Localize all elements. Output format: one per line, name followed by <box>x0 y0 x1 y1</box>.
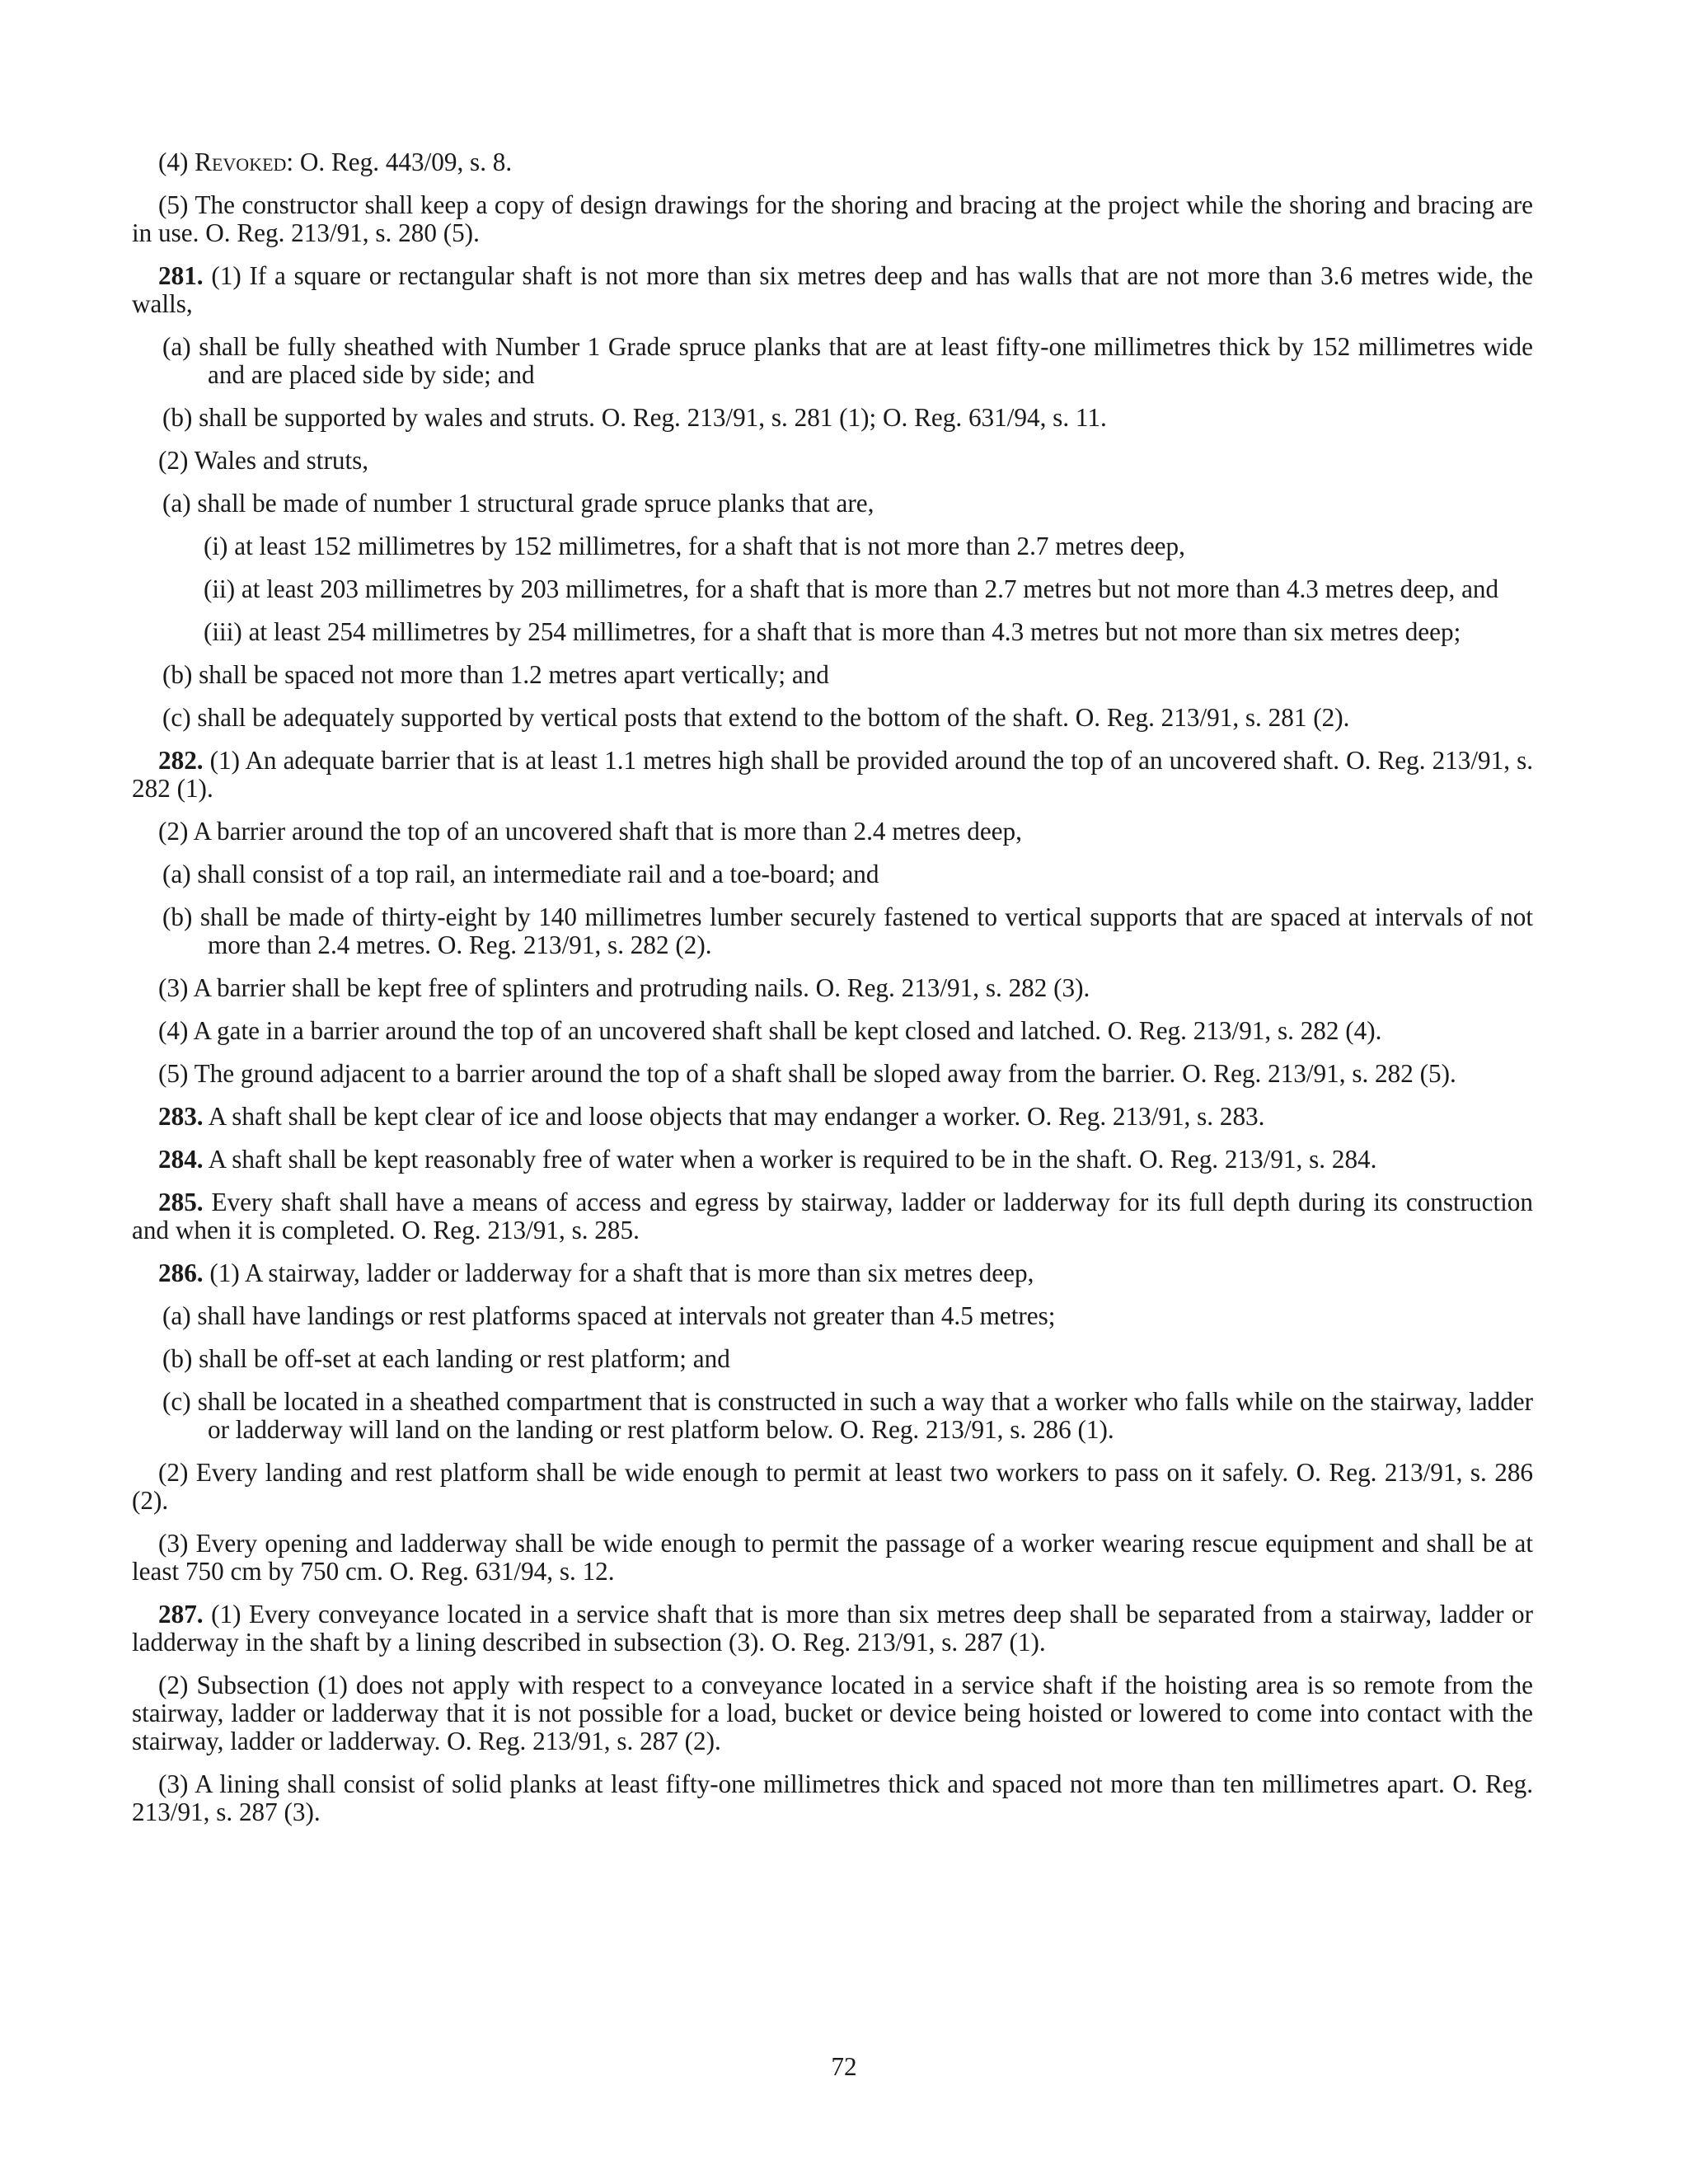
page-number: 72 <box>831 2052 857 2081</box>
clause-label: (2) <box>158 817 189 846</box>
paragraph <box>132 1017 1533 1045</box>
clause-text: shall be located in a sheathed compartment that is constructed in such a way that a worker who falls while on the stairway, ladder or ladderway will land on the landing or rest platform below. O. Reg. 213/91, s. 286 (1). <box>197 1387 1534 1444</box>
clause-text: A shaft shall be kept clear of ice and loose objects that may endanger a worker. O. Reg. 213/91, s. 283. <box>208 1102 1265 1131</box>
clause-label: (b) <box>162 660 193 689</box>
clause-text: A shaft shall be kept reasonably free of water when a worker is required to be in the shaft. O. Reg. 213/91, s. 284. <box>208 1145 1377 1174</box>
clause-label: (2) <box>158 1458 189 1487</box>
revoked-label: Revoked: <box>195 148 294 176</box>
section-number: 283. <box>158 1102 204 1131</box>
clause-label: (3) <box>158 973 189 1002</box>
clause-item <box>132 661 1533 689</box>
paragraph <box>132 1459 1533 1515</box>
clause-text: Every conveyance located in a service shaft that is more than six metres deep shall be separated from a stairway, ladder or ladderway in the shaft by a lining described in subsection (3). O. Reg. 213/91, s. 287 (1). <box>132 1600 1534 1657</box>
paragraph <box>132 1060 1533 1088</box>
clause-item <box>132 404 1533 432</box>
clause-text: An adequate barrier that is at least 1.1 metres high shall be provided around the top of an uncovered shaft. O. Reg. 213/91, s. 282 (1). <box>132 746 1534 803</box>
clause-item <box>132 903 1533 959</box>
clause-text: Wales and struts, <box>194 446 369 475</box>
clause-text: at least 254 millimetres by 254 millimetres, for a shaft that is more than 4.3 metres but not more than six metres deep; <box>248 617 1461 646</box>
paragraph <box>132 974 1533 1002</box>
clause-label: (ii) <box>204 574 236 603</box>
clause-label: (b) <box>162 403 193 432</box>
clause-text: shall be off-set at each landing or rest platform; and <box>199 1344 730 1373</box>
clause-label: (b) <box>162 1344 193 1373</box>
clause-label: (1) <box>209 746 241 775</box>
paragraph <box>132 1259 1533 1287</box>
section-number: 285. <box>158 1188 204 1216</box>
clause-text: The constructor shall keep a copy of design drawings for the shoring and bracing at the project while the shoring and bracing are in use. O. Reg. 213/91, s. 280 (5). <box>132 190 1534 247</box>
clause-text: at least 203 millimetres by 203 millimetres, for a shaft that is more than 2.7 metres but not more than 4.3 metres deep, and <box>241 574 1499 603</box>
clause-text: O. Reg. 443/09, s. 8. <box>293 148 513 176</box>
clause-label: (3) <box>158 1529 189 1558</box>
clause-text: Subsection (1) does not apply with respect to a conveyance located in a service shaft if the hoisting area is so remote from the stairway, ladder or ladderway that it is not possible for a load, bucket or device being hoisted or lowered to come into contact with the stairway, ladder or ladderway. O. Reg. 213/91, s. 287 (2). <box>132 1671 1534 1755</box>
clause-text: shall consist of a top rail, an intermediate rail and a toe-board; and <box>197 860 879 888</box>
clause-item <box>132 333 1533 389</box>
clause-text: If a square or rectangular shaft is not more than six metres deep and has walls that are not more than 3.6 metres wide, the walls, <box>132 261 1534 318</box>
paragraph <box>132 818 1533 846</box>
clause-text: shall have landings or rest platforms spaced at intervals not greater than 4.5 metres; <box>197 1301 1056 1330</box>
clause-label: (5) <box>158 190 189 219</box>
clause-text: A lining shall consist of solid planks at least fifty-one millimetres thick and spaced not more than ten millimetres apart. O. Reg. 213/91, s. 287 (3). <box>132 1769 1533 1826</box>
clause-text: shall be supported by wales and struts. O. Reg. 213/91, s. 281 (1); O. Reg. 631/94, s. 11. <box>199 403 1107 432</box>
clause-label: (iii) <box>204 617 242 646</box>
clause-text: Every opening and ladderway shall be wide enough to permit the passage of a worker wearing rescue equipment and shall be at least 750 cm by 750 cm. O. Reg. 631/94, s. 12. <box>132 1529 1533 1586</box>
clause-label: (c) <box>162 1387 191 1416</box>
section-number: 284. <box>158 1145 204 1174</box>
paragraph <box>132 1103 1533 1131</box>
clause-label: (a) <box>162 332 191 361</box>
clause-label: (1) <box>211 1600 241 1629</box>
document-body <box>132 148 1533 1841</box>
subclause-item <box>132 532 1533 560</box>
section-number: 282. <box>158 746 204 775</box>
paragraph <box>132 1601 1533 1657</box>
clause-item <box>132 860 1533 888</box>
clause-label: (4) <box>158 148 189 176</box>
clause-item <box>132 1388 1533 1444</box>
clause-label: (1) <box>211 261 241 290</box>
clause-label: (5) <box>158 1059 189 1088</box>
paragraph <box>132 148 1533 176</box>
paragraph <box>132 262 1533 318</box>
paragraph <box>132 1770 1533 1826</box>
clause-text: A stairway, ladder or ladderway for a shaft that is more than six metres deep, <box>244 1258 1034 1287</box>
clause-label: (a) <box>162 1301 191 1330</box>
paragraph <box>132 1530 1533 1586</box>
clause-text: A gate in a barrier around the top of an uncovered shaft shall be kept closed and latched. O. Reg. 213/91, s. 282 (4). <box>193 1016 1382 1045</box>
section-number: 287. <box>158 1600 204 1629</box>
clause-label: (1) <box>209 1258 240 1287</box>
paragraph <box>132 1671 1533 1755</box>
clause-text: shall be adequately supported by vertical posts that extend to the bottom of the shaft. O. Reg. 213/91, s. 281 (2). <box>197 703 1350 732</box>
clause-label: (a) <box>162 860 191 888</box>
paragraph <box>132 1146 1533 1174</box>
clause-text: A barrier shall be kept free of splinters and protruding nails. O. Reg. 213/91, s. 282 (3). <box>193 973 1090 1002</box>
clause-label: (3) <box>158 1769 189 1798</box>
paragraph <box>132 747 1533 803</box>
clause-label: (a) <box>162 489 191 518</box>
clause-text: shall be spaced not more than 1.2 metres apart vertically; and <box>199 660 829 689</box>
paragraph <box>132 447 1533 475</box>
clause-text: shall be made of number 1 structural grade spruce planks that are, <box>197 489 874 518</box>
clause-text: Every landing and rest platform shall be wide enough to permit at least two workers to pass on it safely. O. Reg. 213/91, s. 286 (2). <box>132 1458 1534 1515</box>
clause-text: Every shaft shall have a means of access and egress by stairway, ladder or ladderway for its full depth during its construction and when it is completed. O. Reg. 213/91, s. 285. <box>132 1188 1533 1244</box>
clause-item <box>132 1345 1533 1373</box>
clause-item <box>132 704 1533 732</box>
section-number: 281. <box>158 261 204 290</box>
clause-label: (c) <box>162 703 191 732</box>
clause-text: at least 152 millimetres by 152 millimetres, for a shaft that is not more than 2.7 metres deep, <box>234 532 1185 560</box>
clause-item <box>132 1302 1533 1330</box>
clause-item <box>132 490 1533 518</box>
clause-text: The ground adjacent to a barrier around the top of a shaft shall be sloped away from the barrier. O. Reg. 213/91, s. 282 (5). <box>194 1059 1456 1088</box>
subclause-item <box>132 618 1533 646</box>
clause-label: (i) <box>204 532 228 560</box>
subclause-item <box>132 575 1533 603</box>
clause-text: shall be made of thirty-eight by 140 millimetres lumber securely fastened to vertical supports that are spaced at intervals of not more than 2.4 metres. O. Reg. 213/91, s. 282 (2). <box>199 902 1533 959</box>
clause-label: (2) <box>158 1671 189 1699</box>
clause-text: A barrier around the top of an uncovered shaft that is more than 2.4 metres deep, <box>193 817 1022 846</box>
clause-label: (2) <box>158 446 189 475</box>
paragraph <box>132 1188 1533 1244</box>
clause-label: (4) <box>158 1016 189 1045</box>
clause-label: (b) <box>162 902 193 931</box>
clause-text: shall be fully sheathed with Number 1 Grade spruce planks that are at least fifty-one millimetres thick by 152 millimetres wide and are placed side by side; and <box>199 332 1533 389</box>
section-number: 286. <box>158 1258 204 1287</box>
paragraph <box>132 191 1533 247</box>
